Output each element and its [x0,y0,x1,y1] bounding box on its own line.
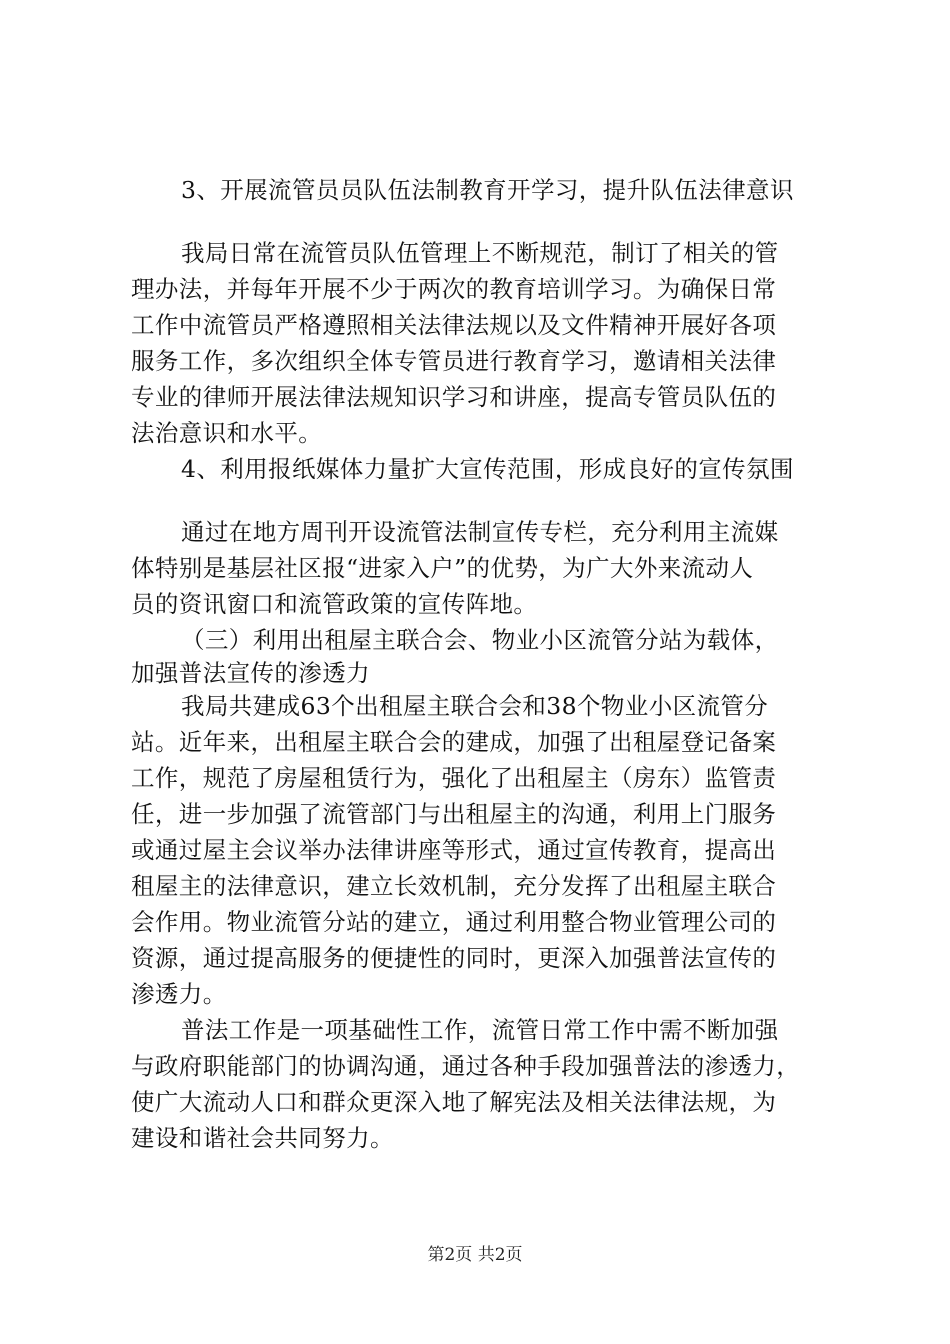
section-heading: （三）利用出租屋主联合会、物业小区流管分站为载体， [181,626,779,654]
paragraph-line: 与政府职能部门的协调沟通，通过各种手段加强普法的渗透力， [131,1052,801,1080]
paragraph-line: 理办法，并每年开展不少于两次的教育培训学习。为确保日常 [131,275,777,303]
paragraph-line: 使广大流动人口和群众更深入地了解宪法及相关法律法规，为 [131,1088,777,1116]
paragraph-line: 资源，通过提高服务的便捷性的同时，更深入加强普法宣传的 [131,944,777,972]
page-number: 第2页 共2页 [427,1245,523,1265]
paragraph-line: 普法工作是一项基础性工作，流管日常工作中需不断加强 [181,1016,779,1044]
paragraph-line: 员的资讯窗口和流管政策的宣传阵地。 [131,590,538,618]
paragraph-line: 我局共建成63个出租屋主联合会和38个物业小区流管分 [181,692,769,720]
paragraph-line: 或通过屋主会议举办法律讲座等形式，通过宣传教育，提高出 [131,836,777,864]
paragraph-line: 通过在地方周刊开设流管法制宣传专栏，充分利用主流媒 [181,518,779,546]
heading-3: 3、开展流管员员队伍法制教育开学习，提升队伍法律意识 [181,176,794,204]
paragraph-line: 服务工作，多次组织全体专管员进行教育学习，邀请相关法律 [131,347,777,375]
paragraph-line: 任，进一步加强了流管部门与出租屋主的沟通，利用上门服务 [131,800,777,828]
paragraph-line: 渗透力。 [131,980,227,1008]
paragraph-line: 工作，规范了房屋租赁行为，强化了出租屋主（房东）监管责 [131,764,777,792]
paragraph-line: 会作用。物业流管分站的建立，通过利用整合物业管理公司的 [131,908,777,936]
paragraph-line: 建设和谐社会共同努力。 [131,1124,394,1152]
heading-4: 4、利用报纸媒体力量扩大宣传范围，形成良好的宣传氛围 [181,455,794,483]
paragraph-line: 专业的律师开展法律法规知识学习和讲座，提高专管员队伍的 [131,383,777,411]
paragraph-line: 站。近年来，出租屋主联合会的建成，加强了出租屋登记备案 [131,728,777,756]
paragraph-line: 租屋主的法律意识，建立长效机制，充分发挥了出租屋主联合 [131,872,777,900]
paragraph-line: 法治意识和水平。 [131,419,323,447]
paragraph-line: 体特别是基层社区报“进家入户”的优势，为广大外来流动人 [131,554,754,582]
paragraph-line: 我局日常在流管员队伍管理上不断规范，制订了相关的管 [181,239,779,267]
section-heading: 加强普法宣传的渗透力 [131,659,370,687]
paragraph-line: 工作中流管员严格遵照相关法律法规以及文件精神开展好各项 [131,311,777,339]
